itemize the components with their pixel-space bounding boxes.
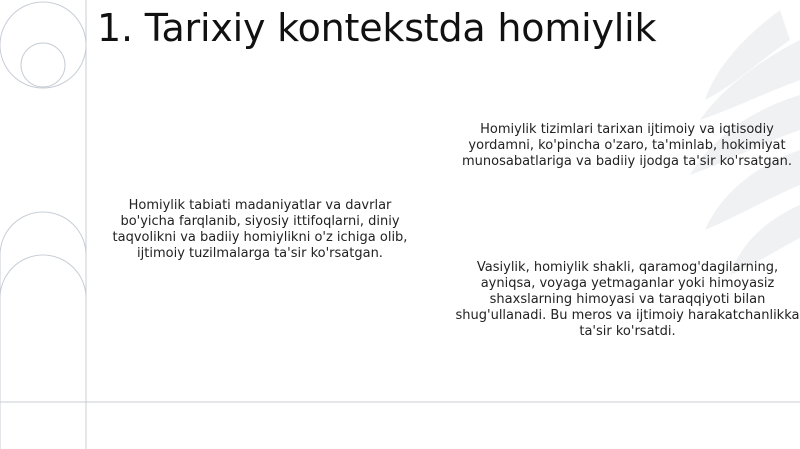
right-top-paragraph: Homiylik tizimlari tarixan ijtimoiy va iqtisodiy yordamni, ko'pincha o'zaro, ta'minlab, hokimiyat munosabatlariga va badiiy ijodga ta'sir ko'rsatgan. — [462, 122, 792, 169]
deco-circle-small — [21, 43, 65, 87]
deco-arch-upper — [0, 212, 86, 255]
right-bottom-paragraph: Vasiylik, homiylik shakli, qaramog'dagilarning, ayniqsa, voyaga yetmaganlar yoki himoyasiz shaxslarning himoyasi va taraqqiyoti bilan shug'ullanadi. Bu meros va ijtimoiy harakatchanlikka ta'sir ko'rsatdi. — [455, 260, 800, 339]
slide-title: 1. Tarixiy kontekstda homiylik — [97, 6, 657, 50]
deco-arch-lower — [0, 255, 86, 298]
deco-circle-large — [0, 2, 86, 88]
left-paragraph: Homiylik tabiati madaniyatlar va davrlar bo'yicha farqlanib, siyosiy ittifoqlarni, diniy taqvolikni va badiiy homiylikni o'z ichiga olib, ijtimoiy tuzilmalarga ta'sir ko'rsatgan. — [112, 198, 408, 261]
